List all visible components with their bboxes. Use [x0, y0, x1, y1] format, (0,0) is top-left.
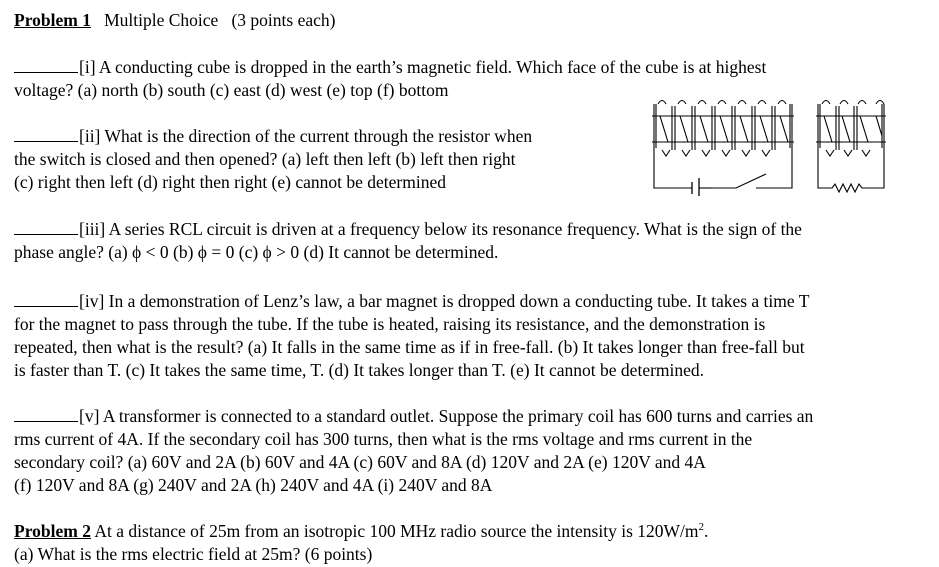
question-4-line1	[14, 290, 809, 313]
question-5-line2: rms current of 4A. If the secondary coil has 300 turns, then what is the rms voltage and rms current in the	[14, 429, 753, 449]
question-3-line2: phase angle? (a) ϕ < 0 (b) ϕ = 0 (c) ϕ > 0 (d) It cannot be determined.	[14, 242, 499, 262]
question-5-line4: (f) 120V and 8A (g) 240V and 2A (h) 240V and 4A (i) 240V and 8A	[14, 475, 493, 495]
answer-blank-3[interactable]	[14, 219, 78, 235]
question-2-text: [ii] What is the direction of the current through the resistor when	[79, 126, 533, 146]
problem2-line1	[14, 520, 708, 543]
problem1-header	[14, 9, 335, 32]
coupled-coils-circuit-icon	[644, 96, 890, 196]
question-4-line3: repeated, then what is the result? (a) It falls in the same time as if in free-fall. (b) It takes longer than free-fall but	[14, 337, 805, 357]
question-5-line1	[14, 405, 813, 428]
problem1-points: (3 points each)	[231, 10, 336, 30]
answer-blank-2[interactable]	[14, 126, 78, 142]
question-1-line2: voltage? (a) north (b) south (c) east (d) west (e) top (f) bottom	[14, 80, 449, 100]
question-4-text: [iv] In a demonstration of Lenz’s law, a bar magnet is dropped down a conducting tube. It takes a time T	[79, 291, 810, 311]
question-5-line3: secondary coil? (a) 60V and 2A (b) 60V and 4A (c) 60V and 8A (d) 120V and 2A (e) 120V and 4A	[14, 452, 706, 472]
question-4-line2: for the magnet to pass through the tube. If the tube is heated, raising its resistance, and the demonstration is	[14, 314, 766, 334]
answer-blank-5[interactable]	[14, 406, 78, 422]
answer-blank-1[interactable]	[14, 57, 78, 73]
question-5-text: [v] A transformer is connected to a standard outlet. Suppose the primary coil has 600 turns and carries an	[79, 406, 814, 426]
primary-coil	[652, 101, 794, 197]
resistor-icon	[818, 148, 884, 192]
problem2-text: At a distance of 25m from an isotropic 100 MHz radio source the intensity is 120W/m	[94, 521, 699, 541]
answer-blank-4[interactable]	[14, 291, 78, 307]
question-3-line1	[14, 218, 802, 241]
question-3-text: [iii] A series RCL circuit is driven at a frequency below its resonance frequency. What is the sign of the	[79, 219, 802, 239]
problem1-heading: Problem 1	[14, 10, 91, 30]
problem2-line2: (a) What is the rms electric field at 25m? (6 points)	[14, 544, 373, 564]
problem1-subtitle: Multiple Choice	[104, 10, 219, 30]
secondary-coil	[816, 101, 886, 193]
problem2-heading: Problem 2	[14, 521, 91, 541]
question-2-line3: (c) right then left (d) right then right (e) cannot be determined	[14, 172, 446, 192]
problem2-superscript: 2	[698, 521, 704, 533]
question-4-line4: is faster than T. (c) It takes the same time, T. (d) It takes longer than T. (e) It cannot be determined.	[14, 360, 705, 380]
question-2-line2: the switch is closed and then opened? (a) left then left (b) left then right	[14, 149, 516, 169]
question-1-line1	[14, 56, 766, 79]
question-2-line1	[14, 125, 532, 148]
problem2-period: .	[704, 521, 709, 541]
question-1-text: [i] A conducting cube is dropped in the earth’s magnetic field. Which face of the cube is at highest	[79, 57, 767, 77]
